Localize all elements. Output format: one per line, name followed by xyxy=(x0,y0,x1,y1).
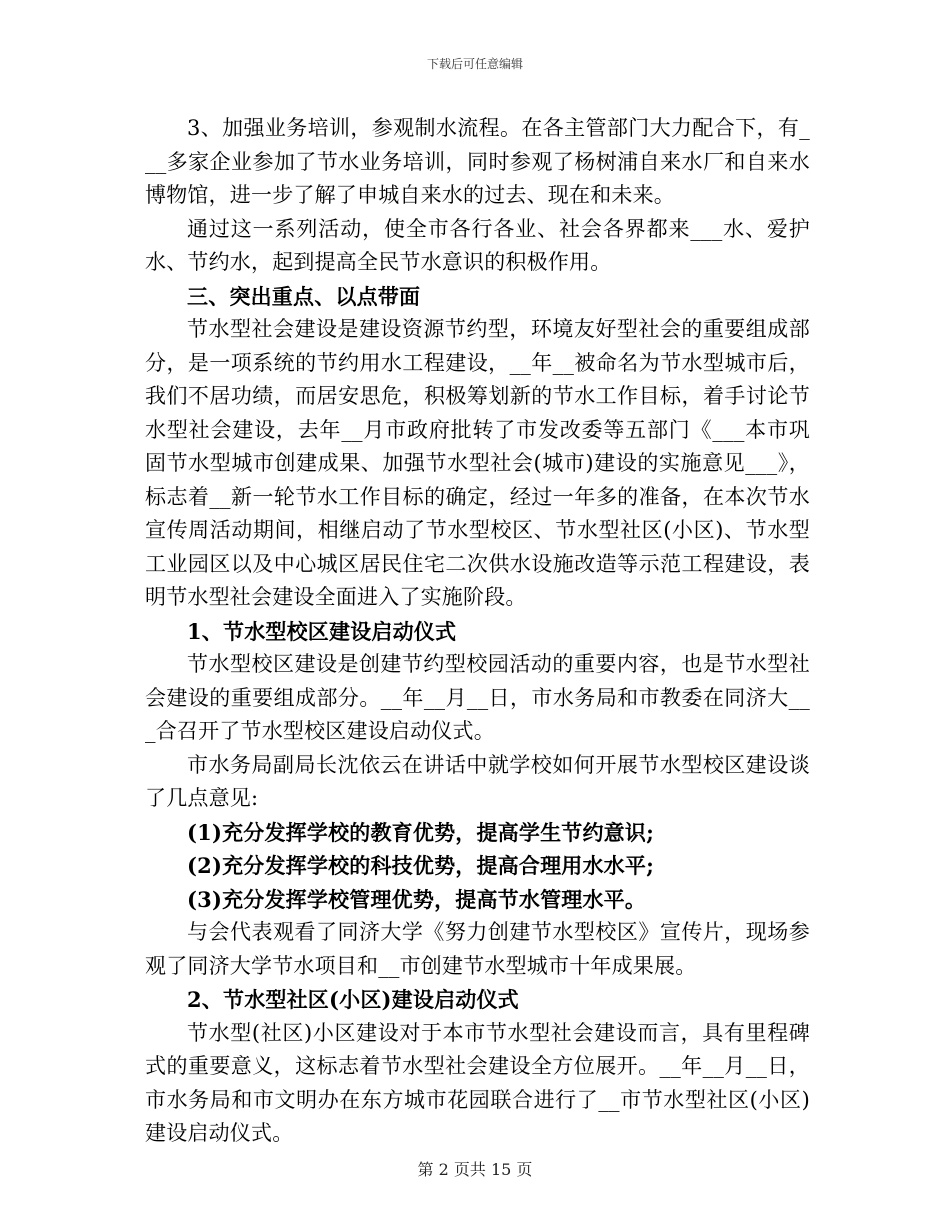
list-item-3: (3)充分发挥学校管理优势，提高节水管理水平。 xyxy=(187,886,647,912)
subheading-campus: 1、节水型校区建设启动仪式 xyxy=(187,618,457,644)
subheading-community: 2、节水型社区(小区)建设启动仪式 xyxy=(187,987,519,1012)
page-content xyxy=(145,112,810,1151)
list-item-2: (2)充分发挥学校的科技优势，提高合理用水水平; xyxy=(187,853,655,878)
section-heading-3: 三、突出重点、以点带面 xyxy=(187,283,421,309)
paragraph-water-saving-society: 节水型社会建设是建设资源节约型，环境友好型社会的重要组成部分，是一项系统的节约用水工程建设，__年__被命名为节水型城市后，我们不居功绩，而居安思危，积极筹划新的节水工作目标，着手讨论节水型社会建设，去年__月市政府批转了市发改委等五部门《___本市巩固节水型城市创建成果、加强节水型社会(城市)建设的实施意见___》，标志着__新一轮节水工作目标的确定，经过一年多的准备，在本次节水宣传周活动期间，相继启动了节水型校区、节水型社区(小区)、节水型工业园区以及中心城区居民住宅二次供水设施改造等示范工程建设，表明节水型社会建设全面进入了实施阶段。 xyxy=(145,317,810,609)
paragraph-speech: 市水务局副局长沈依云在讲话中就学校如何开展节水型校区建设谈了几点意见: xyxy=(145,752,810,810)
paragraph-visit: 与会代表观看了同济大学《努力创建节水型校区》宣传片，现场参观了同济大学节水项目和__市创建节水型城市十年成果展。 xyxy=(145,920,810,978)
paragraph-activities: 通过这一系列活动，使全市各行各业、社会各界都来___水、爱护水、节约水，起到提高全民节水意识的积极作用。 xyxy=(145,216,810,274)
page-footer: 第 2 页共 15 页 xyxy=(417,1160,533,1179)
paragraph-community: 节水型(社区)小区建设对于本市节水型社会建设而言，具有里程碑式的重要意义，这标志着节水型社会建设全方位展开。__年__月__日，市水务局和市文明办在东方城市花园联合进行了__市节水型社区(小区)建设启动仪式。 xyxy=(145,1020,810,1145)
paragraph-campus: 节水型校区建设是创建节约型校园活动的重要内容，也是节水型社会建设的重要组成部分。__年__月__日，市水务局和市教委在同济大___合召开了节水型校区建设启动仪式。 xyxy=(145,652,810,743)
page-header: 下载后可任意编辑 xyxy=(426,57,523,71)
list-item-1: (1)充分发挥学校的教育优势，提高学生节约意识; xyxy=(187,819,655,845)
paragraph-training: 3、加强业务培训，参观制水流程。在各主管部门大力配合下，有___多家企业参加了节水业务培训，同时参观了杨树浦自来水厂和自来水博物馆，进一步了解了申城自来水的过去、现在和未来。 xyxy=(145,116,810,207)
